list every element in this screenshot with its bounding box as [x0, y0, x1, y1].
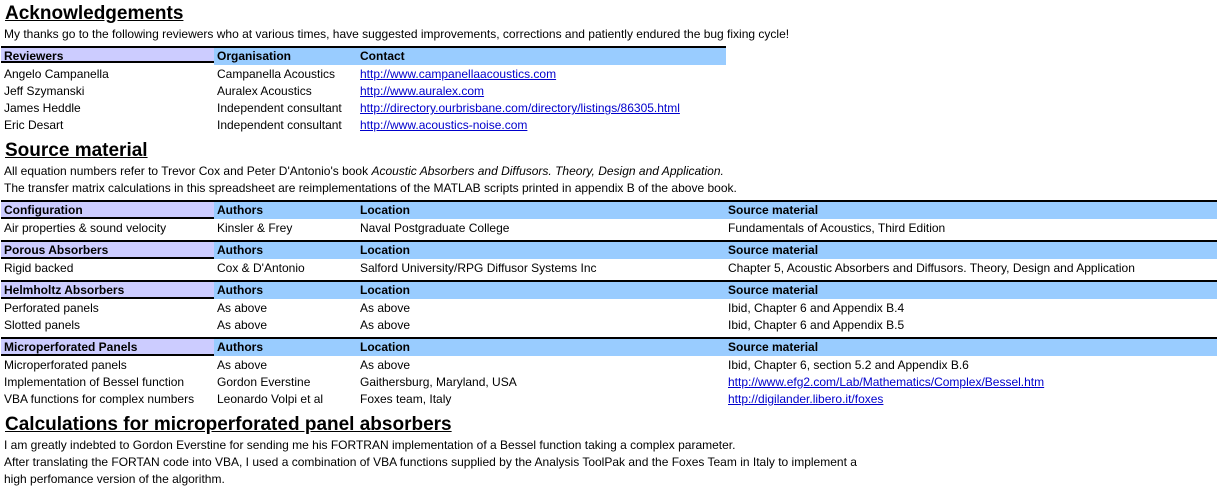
reviewer-name: Angelo Campanella	[4, 67, 109, 81]
group-header-bar	[214, 240, 1217, 259]
reviewer-name: Jeff Szymanski	[4, 84, 85, 98]
location-header: Location	[360, 283, 410, 297]
source-intro-text: All equation numbers refer to Trevor Cox and Peter D'Antonio's book	[4, 164, 372, 178]
source-item: VBA functions for complex numbers	[4, 392, 195, 406]
source-authors: As above	[217, 301, 268, 315]
group-label-helmholtz-absorbers: Helmholtz Absorbers	[1, 280, 214, 299]
source-intro-line1	[4, 163, 724, 180]
source-item: Rigid backed	[4, 261, 74, 275]
reviewer-name: James Heddle	[4, 101, 81, 115]
authors-header: Authors	[217, 283, 263, 297]
acknowledgements-intro: My thanks go to the following reviewers who at various times, have suggested improvements, corrections and patiently endured the bug fixing cycle!	[4, 27, 790, 41]
reviewer-org: Campanella Acoustics	[217, 67, 336, 81]
source-reference: Fundamentals of Acoustics, Third Edition	[728, 221, 946, 235]
source-reference: Chapter 5, Acoustic Absorbers and Diffusors. Theory, Design and Application	[728, 261, 1135, 275]
source-item: Air properties & sound velocity	[4, 221, 167, 235]
calculations-line3: high perfomance version of the algorithm.	[4, 472, 225, 486]
source-authors: As above	[217, 358, 268, 372]
reviewer-contact-link[interactable]: http://www.auralex.com	[360, 84, 485, 98]
group-header-bar	[214, 280, 1217, 299]
source-authors: Cox & D'Antonio	[217, 261, 305, 275]
location-header: Location	[360, 203, 410, 217]
source-header: Source material	[728, 203, 819, 217]
source-item: Perforated panels	[4, 301, 99, 315]
authors-header: Authors	[217, 203, 263, 217]
reviewer-name: Eric Desart	[4, 118, 64, 132]
source-location: As above	[360, 318, 411, 332]
source-item: Microperforated panels	[4, 358, 127, 372]
reviewer-org: Independent consultant	[217, 101, 342, 115]
group-label-porous-absorbers: Porous Absorbers	[1, 240, 214, 259]
reviewer-org: Auralex Acoustics	[217, 84, 312, 98]
reviewer-contact-link[interactable]: http://www.campanellaacoustics.com	[360, 67, 557, 81]
source-item: Implementation of Bessel function	[4, 375, 185, 389]
foxes-source-link[interactable]: http://digilander.libero.it/foxes	[728, 392, 884, 406]
source-authors: Gordon Everstine	[217, 375, 311, 389]
group-header-bar	[214, 200, 1217, 219]
source-authors: Leonardo Volpi et al	[217, 392, 324, 406]
group-header-bar	[214, 337, 1217, 356]
authors-header: Authors	[217, 340, 263, 354]
source-header: Source material	[728, 283, 819, 297]
source-reference: Ibid, Chapter 6 and Appendix B.5	[728, 318, 905, 332]
source-location: Salford University/RPG Diffusor Systems Inc	[360, 261, 597, 275]
reviewers-header-bar	[214, 46, 726, 65]
contact-header: Contact	[360, 49, 405, 63]
source-authors: Kinsler & Frey	[217, 221, 293, 235]
source-location: As above	[360, 358, 411, 372]
calculations-line2: After translating the FORTAN code into VBA, I used a combination of VBA functions supplied by the Analysis ToolPak and the Foxes Team in Italy to implement a	[4, 455, 857, 469]
source-reference: Ibid, Chapter 6, section 5.2 and Appendix B.6	[728, 358, 969, 372]
source-location: As above	[360, 301, 411, 315]
location-header: Location	[360, 243, 410, 257]
source-location: Foxes team, Italy	[360, 392, 452, 406]
organisation-header: Organisation	[217, 49, 292, 63]
book-title: Acoustic Absorbers and Diffusors. Theory, Design and Application.	[371, 164, 724, 178]
group-label-microperforated-panels: Microperforated Panels	[1, 337, 214, 356]
source-location: Gaithersburg, Maryland, USA	[360, 375, 517, 389]
source-item: Slotted panels	[4, 318, 81, 332]
authors-header: Authors	[217, 243, 263, 257]
source-location: Naval Postgraduate College	[360, 221, 510, 235]
bessel-source-link[interactable]: http://www.efg2.com/Lab/Mathematics/Complex/Bessel.htm	[728, 375, 1045, 389]
reviewer-contact-link[interactable]: http://www.acoustics-noise.com	[360, 118, 528, 132]
source-header: Source material	[728, 243, 819, 257]
source-reference: Ibid, Chapter 6 and Appendix B.4	[728, 301, 905, 315]
reviewer-org: Independent consultant	[217, 118, 342, 132]
reviewer-contact-link[interactable]: http://directory.ourbrisbane.com/directory/listings/86305.html	[360, 101, 680, 115]
source-header: Source material	[728, 340, 819, 354]
location-header: Location	[360, 340, 410, 354]
source-intro-line2: The transfer matrix calculations in this spreadsheet are reimplementations of the MATLAB scripts printed in appendix B of the above book.	[4, 181, 737, 195]
calculations-line1: I am greatly indebted to Gordon Everstine for sending me his FORTRAN implementation of a Bessel function taking a complex parameter.	[4, 438, 736, 452]
reviewers-header: Reviewers	[1, 46, 214, 63]
acknowledgements-title: Acknowledgements	[5, 3, 184, 24]
source-material-title: Source material	[5, 140, 148, 161]
source-authors: As above	[217, 318, 268, 332]
calculations-title: Calculations for microperforated panel absorbers	[5, 414, 452, 435]
group-label-configuration: Configuration	[1, 200, 214, 219]
